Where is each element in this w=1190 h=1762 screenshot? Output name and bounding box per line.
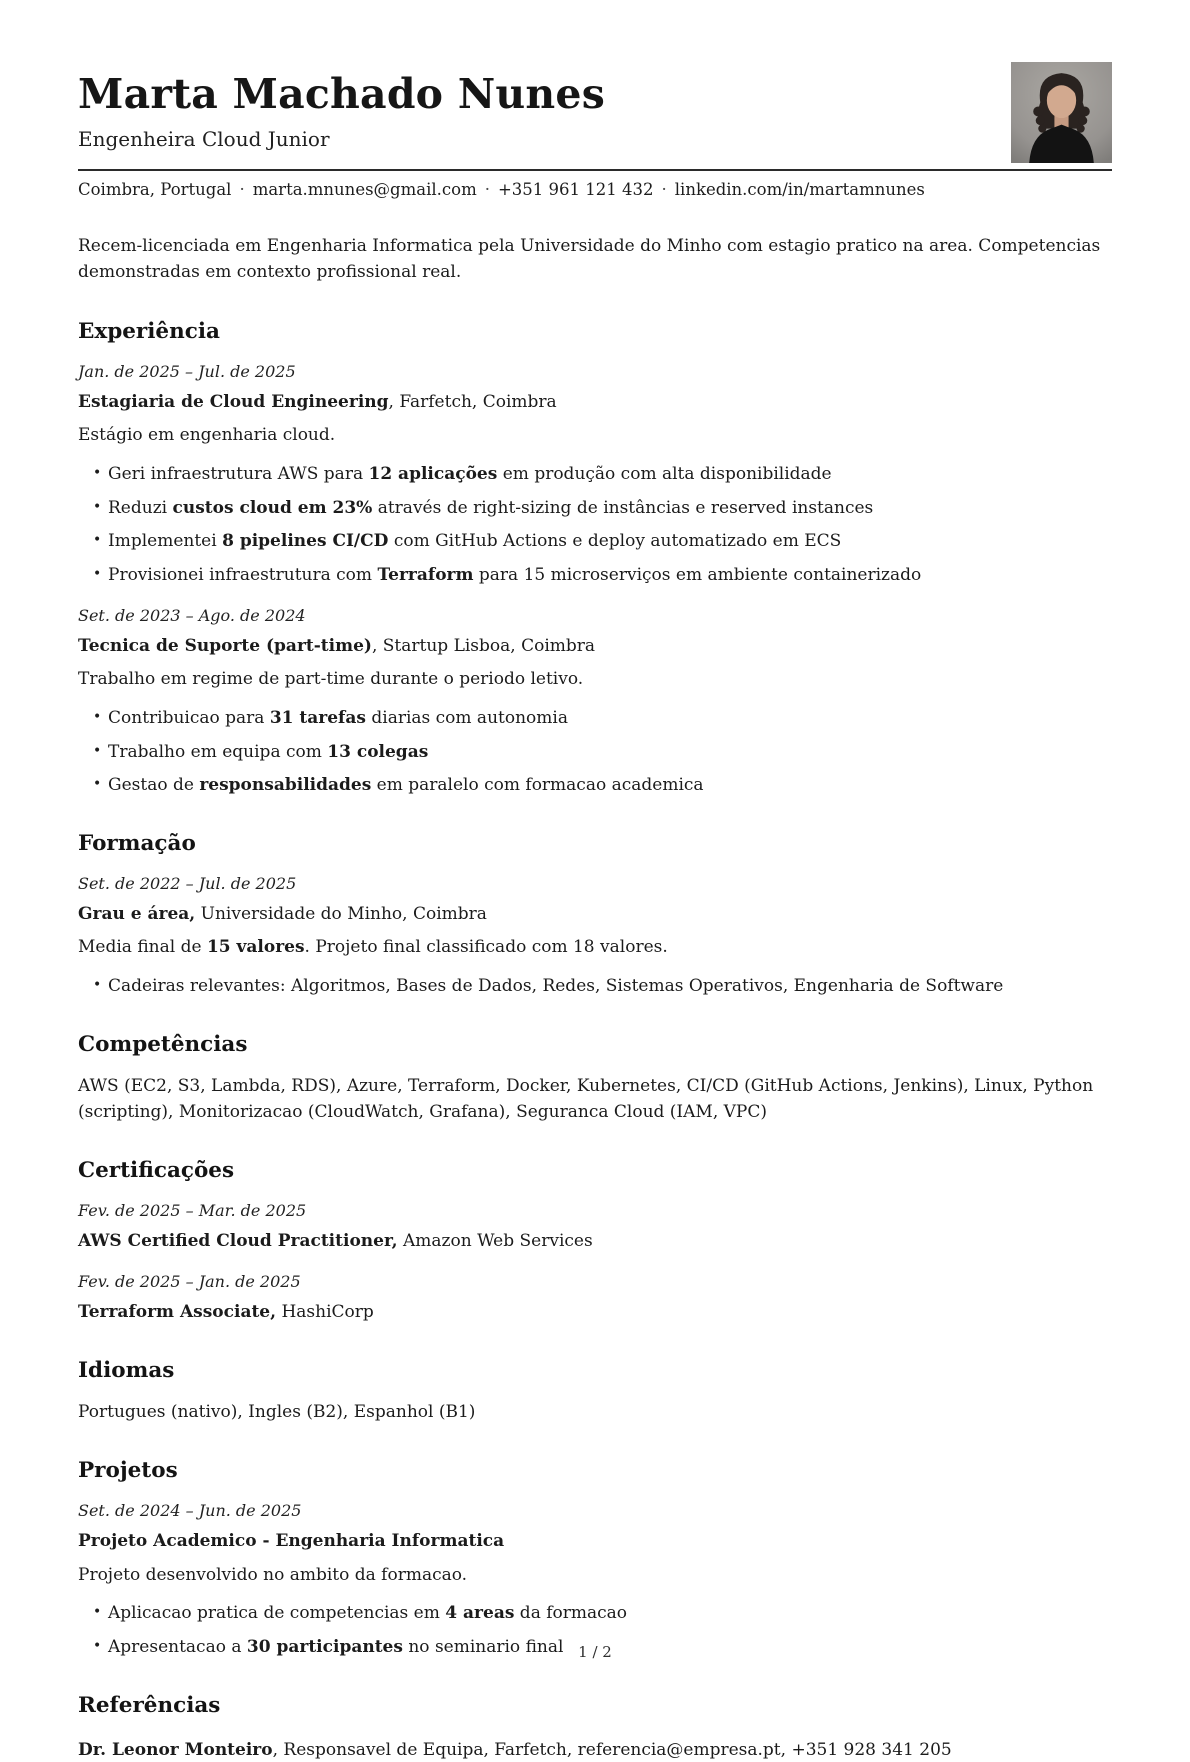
job-description: Trabalho em regime de part-time durante o periodo letivo. xyxy=(78,669,584,690)
languages-text: Portugues (nativo), Ingles (B2), Espanhol (B1) xyxy=(78,1401,476,1422)
certification-org: Amazon Web Services xyxy=(397,1231,593,1252)
person-job-title: Engenheira Cloud Junior xyxy=(78,127,330,152)
bullet-highlight: 31 tarefas xyxy=(269,707,366,728)
project-dates: Set. de 2024 – Jun. de 2025 xyxy=(78,1501,302,1521)
job-dates: Jan. de 2025 – Jul. de 2025 xyxy=(78,361,296,381)
contact-separator: · xyxy=(661,180,667,200)
bullet-text: Geri infraestrutura AWS para xyxy=(108,464,369,485)
bullet-highlight: 12 aplicações xyxy=(368,464,498,485)
job-title-line xyxy=(78,634,1112,659)
reference-line xyxy=(78,1738,1112,1762)
section-heading-projects: Projetos xyxy=(78,1458,178,1484)
education-dates: Set. de 2022 – Jul. de 2025 xyxy=(78,873,297,893)
bullet-item xyxy=(93,974,1108,999)
job-bullet-list xyxy=(78,462,1112,588)
reference-details: , Responsavel de Equipa, Farfetch, referencia@empresa.pt, +351 928 341 205 xyxy=(272,1739,952,1760)
contact-phone: +351 961 121 432 xyxy=(497,180,654,200)
certification-dates: Fev. de 2025 – Jan. de 2025 xyxy=(78,1272,301,1292)
bullet-highlight: 13 colegas xyxy=(327,741,429,762)
certification-entry xyxy=(78,1272,1112,1325)
education-bullet-list xyxy=(78,974,1112,999)
bullet-item xyxy=(93,563,1108,588)
job-role: Estagiaria de Cloud Engineering xyxy=(78,391,389,412)
experience-entry xyxy=(78,362,1112,588)
section-heading-education: Formação xyxy=(78,830,196,856)
bullet-item xyxy=(93,1601,1108,1626)
project-description: Projeto desenvolvido no ambito da formacao. xyxy=(78,1564,468,1585)
bullet-item xyxy=(93,462,1108,487)
bullet-item xyxy=(93,706,1108,731)
bullet-item xyxy=(93,740,1108,765)
bullet-text: Reduzi xyxy=(108,497,173,518)
job-bullet-list xyxy=(78,706,1112,798)
portrait-image xyxy=(1011,62,1112,163)
certification-name: AWS Certified Cloud Practitioner, xyxy=(78,1231,398,1252)
education-degree: Grau e área, xyxy=(78,903,196,924)
summary-text: Recem-licenciada em Engenharia Informatica pela Universidade do Minho com estagio pratico na area. Competencias demonstradas em contexto profissional real. xyxy=(78,236,1101,283)
bullet-text: diarias com autonomia xyxy=(365,707,568,728)
bullet-highlight: custos cloud em 23% xyxy=(172,497,373,518)
contact-linkedin: linkedin.com/in/martamnunes xyxy=(674,180,925,200)
education-title-line xyxy=(78,902,1112,927)
bullet-highlight: responsabilidades xyxy=(199,775,372,796)
bullet-text: Apresentacao a xyxy=(108,1636,247,1657)
section-heading-certifications: Certificações xyxy=(78,1158,235,1184)
education-desc-text: Media final de xyxy=(78,937,207,958)
header-divider xyxy=(78,169,1112,171)
certification-dates: Fev. de 2025 – Mar. de 2025 xyxy=(78,1201,307,1221)
bullet-text: Contribuicao para xyxy=(108,707,270,728)
bullet-text: em paralelo com formacao academica xyxy=(371,775,704,796)
bullet-highlight: Terraform xyxy=(377,564,474,585)
education-description xyxy=(78,935,1112,960)
bullet-text: para 15 microserviços em ambiente containerizado xyxy=(473,564,922,585)
page-number: 1 / 2 xyxy=(578,1643,612,1661)
section-heading-skills: Competências xyxy=(78,1031,248,1057)
section-heading-languages: Idiomas xyxy=(78,1357,175,1383)
certification-entry xyxy=(78,1201,1112,1254)
reference-name: Dr. Leonor Monteiro xyxy=(78,1739,273,1760)
education-desc-highlight: 15 valores xyxy=(206,937,305,958)
bullet-text: Cadeiras relevantes: Algoritmos, Bases de Dados, Redes, Sistemas Operativos, Engenharia de Software xyxy=(108,976,1004,997)
bullet-text: Implementei xyxy=(108,531,223,552)
bullet-text: Aplicacao pratica de competencias em xyxy=(108,1603,446,1624)
bullet-highlight: 8 pipelines CI/CD xyxy=(222,531,389,552)
contact-email: marta.mnunes@gmail.com xyxy=(252,180,477,200)
contact-line xyxy=(78,180,1112,199)
bullet-text: Gestao de xyxy=(108,775,200,796)
bullet-text: em produção com alta disponibilidade xyxy=(497,464,832,485)
bullet-highlight: 30 participantes xyxy=(246,1636,403,1657)
certification-title-line xyxy=(78,1229,1112,1254)
education-desc-text: . Projeto final classificado com 18 valores. xyxy=(304,937,668,958)
education-entry xyxy=(78,874,1112,999)
skills-text: AWS (EC2, S3, Lambda, RDS), Azure, Terraform, Docker, Kubernetes, CI/CD (GitHub Actions, Jenkins), Linux, Python (scripting), Monitorizacao (CloudWatch, Grafana), Seguranca Cloud (IAM, VPC) xyxy=(78,1075,1094,1123)
job-org: , Farfetch, Coimbra xyxy=(388,391,557,412)
project-entry xyxy=(78,1501,1112,1660)
bullet-item xyxy=(93,496,1108,521)
bullet-highlight: 4 areas xyxy=(445,1603,515,1624)
bullet-text: Provisionei infraestrutura com xyxy=(108,564,378,585)
certification-org: HashiCorp xyxy=(276,1302,374,1323)
certification-name: Terraform Associate, xyxy=(78,1302,277,1323)
job-org: , Startup Lisboa, Coimbra xyxy=(371,635,596,656)
bullet-text: da formacao xyxy=(514,1603,628,1624)
bullet-item xyxy=(93,773,1108,798)
profile-photo xyxy=(1011,62,1112,163)
contact-separator: · xyxy=(239,180,245,200)
person-name: Marta Machado Nunes xyxy=(78,70,605,118)
section-heading-experience: Experiência xyxy=(78,318,220,344)
job-title-line xyxy=(78,390,1112,415)
section-heading-references: Referências xyxy=(78,1692,221,1718)
bullet-text: Trabalho em equipa com xyxy=(108,741,328,762)
contact-separator: · xyxy=(484,180,490,200)
project-title-line xyxy=(78,1529,1112,1554)
bullet-text: com GitHub Actions e deploy automatizado em ECS xyxy=(388,531,842,552)
job-role: Tecnica de Suporte (part-time) xyxy=(78,635,372,656)
certification-title-line xyxy=(78,1300,1112,1325)
job-description: Estágio em engenharia cloud. xyxy=(78,425,336,446)
project-name: Projeto Academico - Engenharia Informatica xyxy=(78,1531,505,1552)
experience-entry xyxy=(78,606,1112,798)
education-org: Universidade do Minho, Coimbra xyxy=(195,903,487,924)
job-dates: Set. de 2023 – Ago. de 2024 xyxy=(78,605,306,625)
bullet-text: através de right-sizing de instâncias e reserved instances xyxy=(372,497,874,518)
contact-location: Coimbra, Portugal xyxy=(78,180,232,200)
bullet-item xyxy=(93,529,1108,554)
bullet-text: no seminario final xyxy=(402,1636,564,1657)
